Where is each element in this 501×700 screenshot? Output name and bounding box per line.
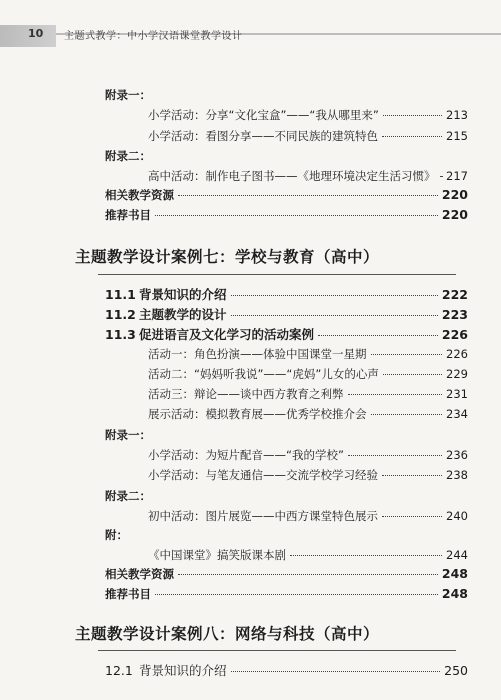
- section-number: 11.1: [105, 287, 136, 302]
- toc-entry-text: 推荐书目: [105, 208, 151, 222]
- leader-dots: [383, 115, 442, 116]
- leader-dots: [383, 374, 442, 375]
- leader-dots: [178, 574, 438, 575]
- toc-entry[interactable]: [148, 447, 468, 463]
- section-page: 222: [441, 287, 468, 302]
- section-page: 226: [441, 327, 468, 342]
- toc-entry[interactable]: [148, 107, 468, 123]
- toc-entry-page: 220: [441, 207, 468, 222]
- appendix-label: 附录二：: [105, 489, 151, 503]
- toc-entry-page: 215: [446, 129, 468, 143]
- leader-dots: [382, 475, 442, 476]
- toc-entry-text: 活动二：“妈妈听我说”——“虎妈”儿女的心声: [148, 367, 379, 381]
- section-page: 223: [441, 307, 468, 322]
- toc-entry-text: 小学活动：看图分享——不同民族的建筑特色: [148, 129, 378, 143]
- toc-entry-text: 活动三：辩论——谈中西方教育之利弊: [148, 387, 344, 401]
- section-title: 主题教学的设计: [139, 307, 227, 322]
- toc-entry-text: 小学活动：分享“文化宝盒”——“我从哪里来”: [148, 108, 379, 122]
- leader-dots: [371, 354, 443, 355]
- leader-dots: [231, 315, 438, 316]
- toc-entry-text: 小学活动：为短片配音——“我的学校”: [148, 448, 344, 462]
- toc-entry-page: 231: [446, 387, 468, 401]
- toc-entry[interactable]: [148, 346, 468, 362]
- section-number: 11.3: [105, 327, 136, 342]
- toc-entry-page: 248: [441, 586, 468, 601]
- toc-entry-page: 229: [446, 367, 468, 381]
- toc-entry-page: 240: [446, 509, 468, 523]
- toc-entry-page: 234: [446, 407, 468, 421]
- section-title: 背景知识的介绍: [139, 287, 227, 302]
- appendix-label: 附录一：: [105, 428, 151, 442]
- appendix-label: 附录二：: [105, 149, 151, 163]
- appendix-label: 附录一：: [105, 88, 151, 102]
- toc-section[interactable]: [105, 325, 468, 343]
- leader-dots: [382, 516, 442, 517]
- leader-dots: [348, 394, 443, 395]
- section-number: 12.1: [105, 663, 133, 678]
- toc-entry[interactable]: [148, 386, 468, 402]
- appendix-label: 附：: [105, 528, 128, 542]
- toc-entry-text: 活动一：角色扮演——体验中国课堂一星期: [148, 347, 367, 361]
- leader-dots: [155, 215, 438, 216]
- leader-dots: [440, 176, 443, 177]
- toc-entry-text: 相关教学资源: [105, 188, 174, 202]
- leader-dots: [178, 195, 438, 196]
- toc-entry[interactable]: [148, 467, 468, 483]
- toc-entry-text: 相关教学资源: [105, 567, 174, 581]
- section-title: 背景知识的介绍: [139, 663, 227, 678]
- toc-section[interactable]: [105, 305, 468, 323]
- toc-entry-text: 《中国课堂》搞笑版课本剧: [148, 548, 286, 562]
- leader-dots: [318, 335, 438, 336]
- toc-entry-page: 217: [446, 169, 468, 183]
- toc-entry[interactable]: [148, 508, 468, 524]
- toc-entry-page: 238: [446, 468, 468, 482]
- toc-entry[interactable]: [148, 168, 468, 184]
- leader-dots: [231, 671, 441, 672]
- toc-entry-page: 226: [446, 347, 468, 361]
- toc-entry-text: 推荐书目: [105, 587, 151, 601]
- toc-entry-resources[interactable]: [105, 187, 468, 203]
- leader-dots: [290, 555, 442, 556]
- running-header: [0, 0, 501, 46]
- toc-entry-page: 236: [446, 448, 468, 462]
- toc-entry-text: 小学活动：与笔友通信——交流学校学习经验: [148, 468, 378, 482]
- toc-entry-page: 220: [441, 187, 468, 202]
- section-title: 促进语言及文化学习的活动案例: [139, 327, 315, 342]
- toc-entry[interactable]: [148, 406, 468, 422]
- toc-entry-text: 初中活动：图片展览——中西方课堂特色展示: [148, 509, 378, 523]
- chapter-title: 主题教学设计案例七：学校与教育（高中）: [75, 248, 380, 266]
- toc-entry-text: 展示活动：模拟教育展——优秀学校推介会: [148, 407, 367, 421]
- toc-entry-page: 213: [446, 108, 468, 122]
- toc-entry-text: 高中活动：制作电子图书——《地理环境决定生活习惯》: [148, 169, 436, 183]
- toc-entry[interactable]: [148, 366, 468, 382]
- leader-dots: [348, 455, 442, 456]
- section-number: 11.2: [105, 307, 136, 322]
- toc-entry-page: 244: [446, 548, 468, 562]
- leader-dots: [371, 414, 443, 415]
- chapter-rule: [98, 650, 456, 651]
- chapter-title: 主题教学设计案例八：网络与科技（高中）: [75, 625, 380, 643]
- toc-entry[interactable]: [148, 547, 468, 563]
- leader-dots: [231, 295, 438, 296]
- leader-dots: [382, 136, 442, 137]
- section-page: 250: [444, 663, 468, 678]
- page-number: 10: [28, 27, 44, 40]
- book-title: 主题式教学：中小学汉语课堂教学设计: [64, 31, 243, 42]
- toc-entry-resources[interactable]: [105, 566, 468, 582]
- toc-section[interactable]: [105, 661, 468, 679]
- toc-entry-books[interactable]: [105, 207, 468, 223]
- toc-entry-page: 248: [441, 566, 468, 581]
- toc-entry-books[interactable]: [105, 586, 468, 602]
- toc-entry[interactable]: [148, 128, 468, 144]
- leader-dots: [155, 594, 438, 595]
- chapter-rule: [98, 274, 456, 275]
- toc-section[interactable]: [105, 285, 468, 303]
